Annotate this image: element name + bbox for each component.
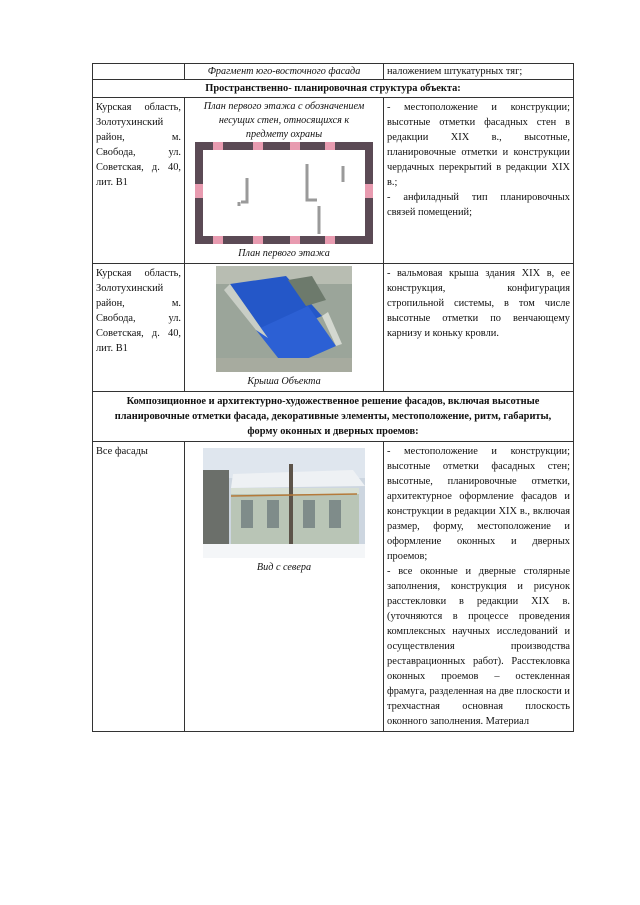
bearing-wall-marker <box>290 236 300 244</box>
roof-caption: Крыша Объекта <box>247 376 321 387</box>
plan-image-cell <box>185 98 384 264</box>
bearing-wall-marker <box>290 142 300 150</box>
address-line: Курская область, <box>96 102 181 113</box>
address-line: Золотухинский <box>96 283 164 294</box>
plan-item: - анфиладный тип планировочных связей помещений; <box>387 192 570 218</box>
roof-image-cell <box>185 264 384 392</box>
roof-item: - вальмовая крыша здания XIX в, ее конструкция, конфигурация стропильной системы, в том числе высотные отметки по венчающему карнизу и коньку кровли. <box>387 268 570 339</box>
protected-object-table <box>92 63 574 732</box>
address-line: район, м. <box>96 298 181 309</box>
north-view-caption: Вид с севера <box>256 562 312 573</box>
outer-wall <box>199 146 369 240</box>
facade-fragment-text: наложением штукатурных тяг; <box>384 64 574 80</box>
facade-fragment-caption: Фрагмент юго-восточного фасада <box>185 64 384 80</box>
address-line: Золотухинский <box>96 117 164 128</box>
facade-item: - все оконные и дверные столярные заполнения, конструкция и рисунок расстекловки в редакции XIX в. (уточняются в процессе проведения комплексных научных исследований и осуществления производства реставрационных работ). Расстекловка оконных проемов – остекленная фрамуга, разделенная на две плоскости и трехчастная основная плоскость оконного заполнения. Материал <box>387 566 570 727</box>
cell-empty-address <box>93 64 185 80</box>
plan-item: - местоположение и конструкции; высотные отметки фасадных стен в редакции XIX в., высотные, планировочные отметки и конструкции чердачных перекрытий в редакции XIX в.; <box>387 102 570 188</box>
plan-caption-bottom: План первого этажа <box>238 248 330 259</box>
window <box>267 500 279 528</box>
address-text <box>96 266 181 356</box>
inner-wall <box>241 178 247 202</box>
bearing-wall-marker <box>253 236 263 244</box>
plan-caption-top: План первого этажа с обозначением несущих стен, относящихся к предмету охраны <box>203 101 365 140</box>
section-header-row <box>93 80 574 98</box>
roof-photo <box>216 266 352 372</box>
bearing-wall-marker <box>365 184 373 198</box>
facades-items-cell <box>384 442 574 732</box>
bearing-wall-marker <box>253 142 263 150</box>
address-text <box>96 100 181 190</box>
address-line-last: лит. В1 <box>96 177 128 188</box>
address-line: Советская, д. 40, <box>96 162 181 173</box>
bearing-wall-marker <box>213 142 223 150</box>
section-header-row <box>93 392 574 442</box>
document-table-container <box>92 63 573 732</box>
address-cell <box>93 98 185 264</box>
bearing-wall-marker <box>325 236 335 244</box>
address-cell <box>93 264 185 392</box>
bearing-wall-marker <box>325 142 335 150</box>
table-row-top <box>93 64 574 80</box>
table-row-roof <box>93 264 574 392</box>
facades-label-cell <box>93 442 185 732</box>
bearing-wall-marker <box>213 236 223 244</box>
table-row-facades <box>93 442 574 732</box>
section-title-planning: Пространственно- планировочная структура объекта: <box>93 80 574 98</box>
address-line: Свобода, ул. <box>96 313 181 324</box>
facade-photo-cell <box>185 442 384 732</box>
facades-label: Все фасады <box>96 446 148 457</box>
address-line: Свобода, ул. <box>96 147 181 158</box>
north-view-photo <box>203 448 365 558</box>
window <box>303 500 315 528</box>
window <box>241 500 253 528</box>
bearing-wall-marker <box>195 184 203 198</box>
inner-wall <box>307 164 317 200</box>
window <box>329 500 341 528</box>
address-line: Советская, д. 40, <box>96 328 181 339</box>
floor-plan-image <box>195 142 373 244</box>
roof-text-cell <box>384 264 574 392</box>
table-row-plan <box>93 98 574 264</box>
facade-item: - местоположение и конструкции; высотные отметки фасадных стен; высотные, планировочные отметки, архитектурное оформление фасадов и конструкции в редакции XIX в., включая размер, форму, местоположение и оформление оконных и дверных проемов; <box>387 446 570 562</box>
address-line: район, м. <box>96 132 181 143</box>
address-line: Курская область, <box>96 268 181 279</box>
address-line-last: лит. В1 <box>96 343 128 354</box>
plan-items-cell <box>384 98 574 264</box>
section-title-facades: Композиционное и архитектурно-художественное решение фасадов, включая высотные планировочные отметки фасада, декоративные элементы, местоположение, ритм, габариты, форму оконных и дверных проемов: <box>93 392 574 442</box>
